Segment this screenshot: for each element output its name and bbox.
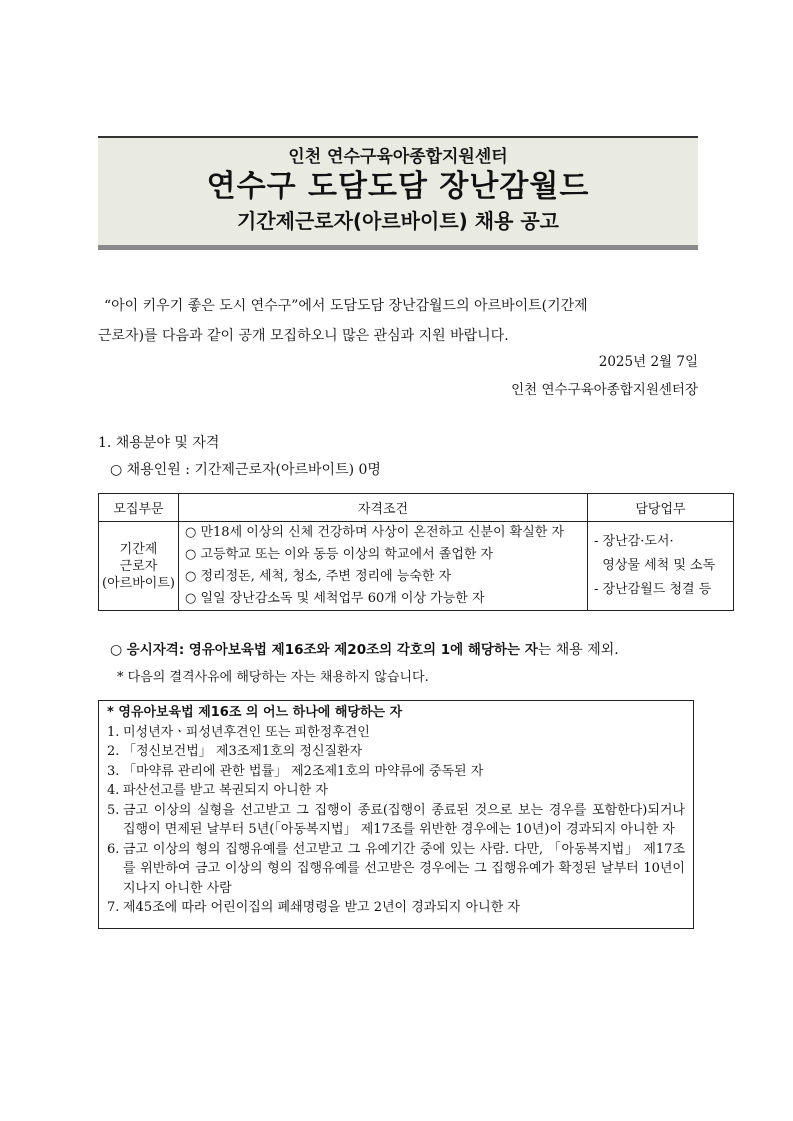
qualification-item: ○ 정리정돈, 세척, 청소, 주변 정리에 능숙한 자	[185, 569, 452, 584]
duties-cell	[588, 522, 734, 611]
intro-paragraph	[98, 291, 698, 351]
item-text: 금고 이상의 실형을 선고받고 그 집행이 종료(집행이 종료된 것으로 보는 경우를 포함한다)되거나 집행이 면제된 날부터 5년(「아동복지법」 제17조를 위반한 경우에는 10년)이 경과되지 아니한 자	[123, 802, 685, 837]
list-item	[107, 801, 685, 840]
disqualification-note: * 다음의 결격사유에 해당하는 자는 채용하지 않습니다.	[117, 670, 429, 685]
table-header-row	[99, 494, 734, 522]
disqualification-box	[98, 700, 694, 929]
item-number: 4.	[107, 783, 120, 798]
item-number: 3.	[107, 763, 120, 779]
table-row	[99, 522, 734, 611]
page-subtitle: 기간제근로자(아르바이트) 채용 공고	[236, 209, 559, 233]
section-title: 1. 채용분야 및 자격	[98, 435, 220, 451]
item-number: 2.	[107, 744, 120, 759]
qualification-item: ○ 고등학교 또는 이와 동등 이상의 학교에서 졸업한 자	[185, 547, 494, 562]
requirements-table	[98, 493, 734, 611]
signer: 인천 연수구육아종합지원센터장	[511, 382, 698, 398]
header-qualifications: 자격조건	[179, 494, 588, 522]
duty-item: - 장난감·도서·	[594, 534, 674, 549]
item-number: 6.	[107, 841, 120, 857]
duty-item: 영상물 세척 및 소독	[594, 558, 716, 573]
item-number: 5.	[107, 802, 120, 818]
box-heading: * 영유아보육법 제16조 의 어느 하나에 해당하는 자	[107, 705, 403, 720]
organization-name: 인천 연수구육아종합지원센터	[288, 147, 508, 167]
item-text: 금고 이상의 형의 집행유예를 선고받고 그 유예기간 중에 있는 사람. 다만, 「아동복지법」 제17조를 위반하여 금고 이상의 형의 집행유예를 선고받은 경우에는 그 집행유예가 확정된 날부터 10년이 지나지 아니한 사람	[123, 841, 685, 896]
list-item	[107, 742, 685, 762]
exclusion-criteria: 영유아보육법 제16조와 제20조의 각호의 1에 해당하는 자	[188, 642, 538, 658]
item-number: 1.	[107, 724, 120, 740]
item-text: 파산선고를 받고 복권되지 아니한 자	[123, 783, 328, 798]
qualification-item: ○ 일일 장난감소독 및 세척업무 60개 이상 가능한 자	[185, 591, 485, 606]
list-item	[107, 762, 685, 782]
item-text: 제45조에 따라 어린이집의 폐쇄명령을 받고 2년이 경과되지 아니한 자	[123, 900, 520, 915]
exclusion-tail: 는 채용 제외.	[537, 642, 619, 658]
list-item	[107, 898, 685, 918]
intro-line: “아이 키우기 좋은 도시 연수구”에서 도담도담 장난감월드의 아르바이트(기간제	[104, 298, 588, 314]
intro-line: 근로자)를 다음과 같이 공개 모집하오니 많은 관심과 지원 바랍니다.	[98, 328, 509, 344]
item-number: 7.	[107, 900, 120, 915]
dept-line: 기간제	[119, 541, 158, 557]
qualification-item: ○ 만18세 이상의 신체 건강하며 사상이 온전하고 신분이 확실한 자	[185, 525, 565, 540]
list-item	[107, 840, 685, 899]
header-duties: 담당업무	[588, 494, 734, 522]
announcement-date: 2025년 2월 7일	[598, 354, 698, 370]
list-item	[107, 781, 685, 801]
exclusion-label: 응시자격:	[126, 642, 185, 658]
item-text: 「마약류 관리에 관한 법률」 제2조제1호의 마약류에 중독된 자	[123, 763, 484, 779]
title-banner	[98, 136, 698, 250]
item-text: 「정신보건법」 제3조제1호의 정신질환자	[123, 744, 363, 759]
duty-item: - 장난감월드 청결 등	[594, 582, 712, 597]
page-title: 연수구 도담도담 장난감월드	[206, 169, 590, 204]
bullet: ○	[110, 642, 123, 658]
exclusion-line	[110, 638, 619, 659]
list-item	[107, 723, 685, 743]
item-text: 미성년자ㆍ피성년후견인 또는 피한정후견인	[123, 724, 370, 740]
dept-cell	[99, 522, 179, 611]
recruit-count: ○ 채용인원 : 기간제근로자(아르바이트) 0명	[110, 462, 381, 478]
dept-line: (아르바이트)	[102, 575, 175, 591]
dept-line: 근로자	[119, 558, 158, 574]
qualifications-cell	[179, 522, 588, 611]
header-dept: 모집부문	[99, 494, 179, 522]
